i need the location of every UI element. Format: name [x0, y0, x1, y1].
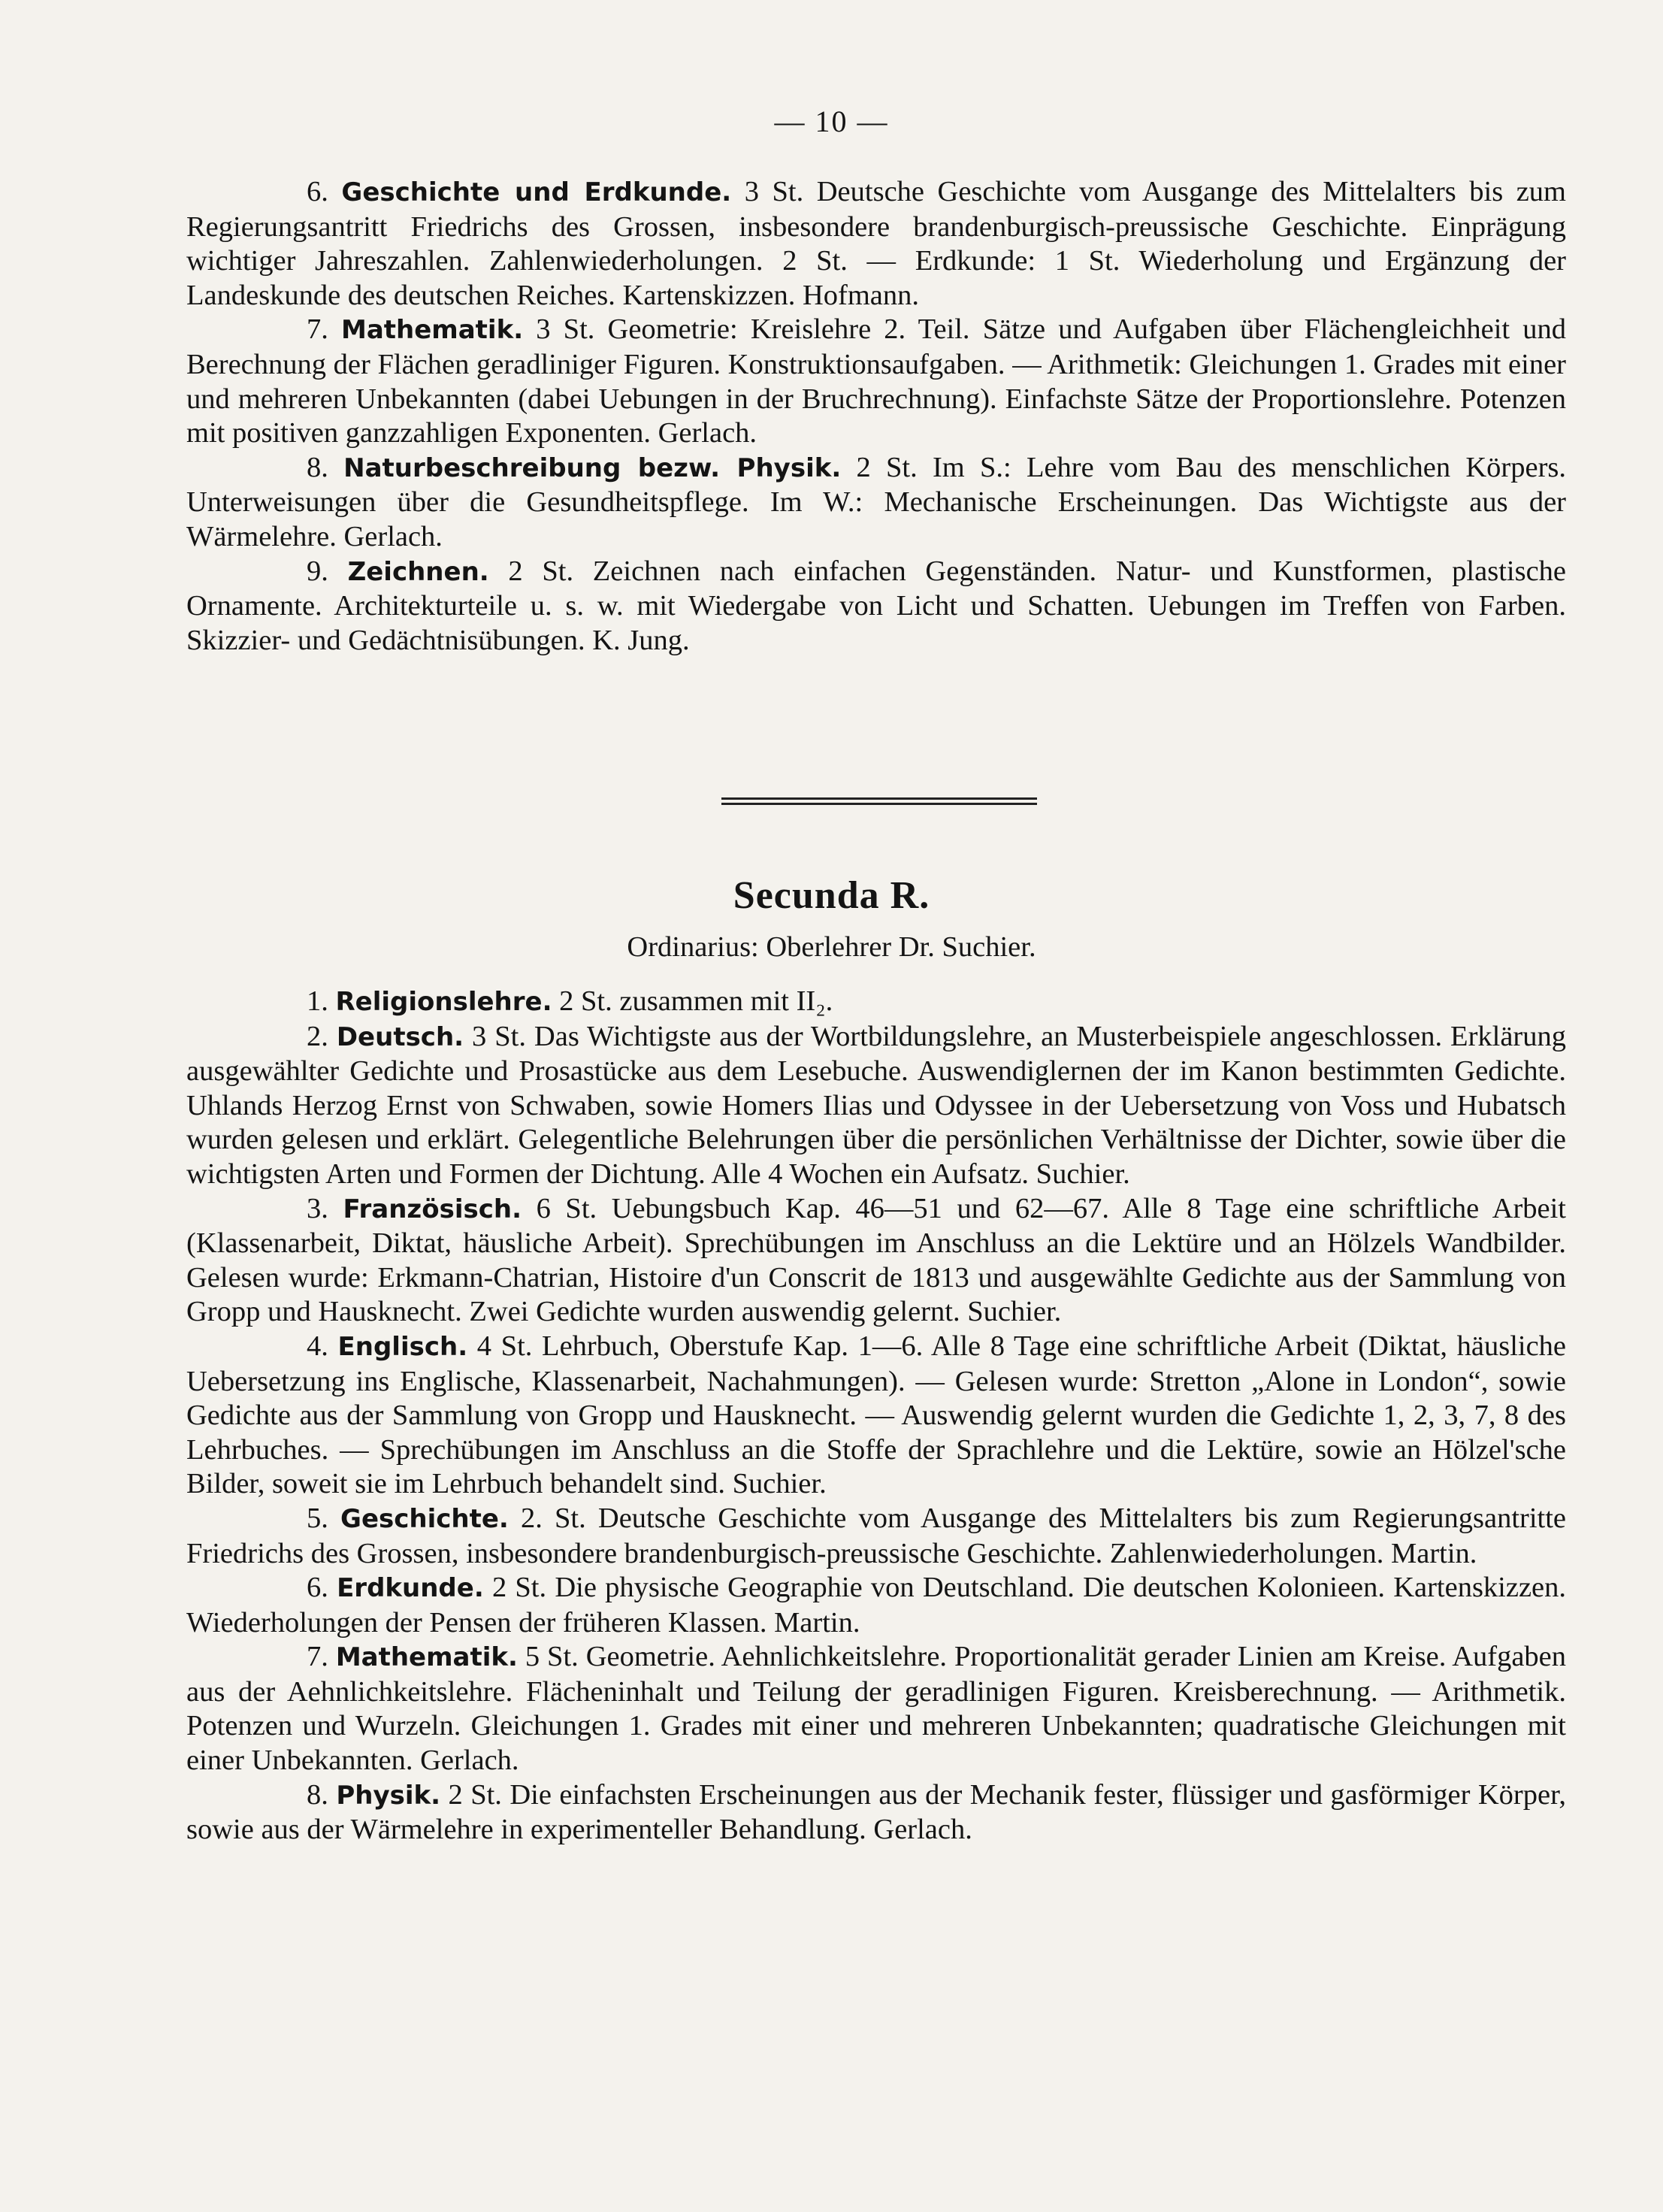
subject-number: 4.: [307, 1330, 328, 1362]
subject-paragraph: [186, 985, 1566, 1020]
subject-text: 4 St. Lehrbuch, Oberstufe Kap. 1—6. Alle 8 Tage eine schriftliche Arbeit (Diktat, häusliche Uebersetzung ins Englische, Klassenarbeit, Nachahmungen). — Gelesen wurde: Stretton „Alone in London“, sowie Gedichte aus der Sammlung von Gropp und Hausknecht. — Auswendig gelernt wurden die Gedichte 1, 2, 3, 7, 8 des Lehrbuches. — Sprechübungen im Anschluss an die Stoffe der Sprachlehre und die Lektüre, sowie an Hölzel'sche Bilder, soweit sie im Lehrbuch behandelt sind. Suchier.: [186, 1330, 1567, 1500]
subject-heading: Naturbeschreibung bezw. Physik.: [343, 452, 842, 483]
subject-paragraph: [186, 555, 1566, 658]
subject-text: 3 St. Das Wichtigste aus der Wortbildungslehre, an Musterbeispiele angeschlossen. Erklärung ausgewählter Gedichte und Prosastücke aus dem Lesebuche. Auswendiglernen der im Kanon bestimmten Gedichte. Uhlands Herzog Ernst von Schwaben, sowie Homers Ilias und Odyssee in der Uebersetzung von Voss und Hubatsch wurden gelesen und erklärt. Gelegentliche Belehrungen über die persönlichen Verhältnisse der Dichter, sowie über die wichtigsten Arten und Formen der Dichtung. Alle 4 Wochen ein Aufsatz. Suchier.: [186, 1020, 1567, 1190]
subject-number: 5.: [307, 1502, 328, 1534]
subject-text: 2 St. Die physische Geographie von Deutschland. Die deutschen Kolonieen. Kartenskizzen. Wiederholungen der Pensen der früheren Klassen. Martin.: [186, 1572, 1567, 1639]
subject-heading: Mathematik.: [335, 1642, 518, 1673]
subject-heading: Physik.: [336, 1780, 441, 1811]
subject-text: 3 St. Geometrie: Kreislehre 2. Teil. Sätze und Aufgaben über Flächengleichheit und Berechnung der Flächen geradliniger Figuren. Konstruktionsaufgaben. — Arithmetik: Gleichungen 1. Grades mit einer und mehreren Unbekannten (dabei Uebungen in der Bruchrechnung). Einfachste Sätze der Proportionslehre. Potenzen mit positiven ganzzahligen Exponenten. Gerlach.: [186, 313, 1566, 449]
section-previous-class: [186, 175, 1566, 658]
subject-text: 2 St. Im S.: Lehre vom Bau des menschlichen Körpers. Unterweisungen über die Gesundheitspflege. Im W.: Mechanische Erscheinungen. Das Wichtigste aus der Wärmelehre. Gerlach.: [186, 451, 1567, 552]
subject-paragraph: [186, 1330, 1566, 1502]
subject-text: 3 St. Deutsche Geschichte vom Ausgange des Mittelalters bis zum Regierungsantritt Friedrichs des Grossen, insbesondere brandenburgisch-preussische Geschichte. Einprägung wichtiger Jahreszahlen. Zahlenwiederholungen. 2 St. — Erdkunde: 1 St. Wiederholung und Ergänzung der Landeskunde des deutschen Reiches. Kartenskizzen. Hofmann.: [186, 176, 1567, 311]
subject-heading: Religionslehre.: [335, 987, 552, 1017]
section-divider: [721, 797, 1037, 800]
subject-paragraph: [186, 1192, 1566, 1330]
subject-text: 5 St. Geometrie. Aehnlichkeitslehre. Proportionalität gerader Linien am Kreise. Aufgaben aus der Aehnlichkeitslehre. Flächeninhalt und Teilung der geradlinigen Figuren. Kreisberechnung. — Arithmetik. Potenzen und Wurzeln. Gleichungen 1. Grades mit einer und mehreren Unbekannten; quadratische Gleichungen mit einer Unbekannten. Gerlach.: [186, 1641, 1567, 1777]
subject-paragraph: [186, 1020, 1566, 1192]
subject-heading: Mathematik.: [341, 315, 524, 346]
subject-text: 2. St. Deutsche Geschichte vom Ausgange des Mittelalters bis zum Regierungsantritte Friedrichs des Grossen, insbesondere brandenburgisch-preussische Geschichte. Zahlenwiederholungen. Martin.: [186, 1502, 1567, 1569]
section-divider: [721, 803, 1037, 805]
subject-heading: Geschichte und Erdkunde.: [341, 177, 732, 207]
subject-text: 6 St. Uebungsbuch Kap. 46—51 und 62—67. Alle 8 Tage eine schriftliche Arbeit (Klassenarbeit, Diktat, häusliche Arbeit). Sprechübungen im Anschluss an die Lektüre und an Hölzels Wandbilder. Gelesen wurde: Erkmann-Chatrian, Histoire d'un Conscrit de 1813 und ausgewählte Gedichte aus der Sammlung von Gropp und Hausknecht. Zwei Gedichte wurden auswendig gelernt. Suchier.: [186, 1192, 1567, 1328]
subject-heading: Englisch.: [337, 1331, 468, 1362]
subject-number: 1.: [307, 985, 328, 1017]
subject-paragraph: [186, 1502, 1566, 1571]
subject-paragraph: [186, 1571, 1566, 1640]
subject-heading: Geschichte.: [340, 1503, 509, 1534]
subject-number: 9.: [307, 555, 328, 587]
subject-paragraph: [186, 313, 1566, 450]
subject-number: 2.: [307, 1020, 328, 1052]
subject-heading: Zeichnen.: [347, 556, 489, 587]
subject-number: 7.: [307, 313, 328, 346]
section-secunda-r: [186, 985, 1566, 1847]
subject-text: 2 St. zusammen mit II₂.: [559, 985, 833, 1017]
subject-text: 2 St. Zeichnen nach einfachen Gegenständen. Natur- und Kunstformen, plastische Ornamente. Architekturteile u. s. w. mit Wiedergabe von Licht und Schatten. Uebungen im Treffen von Farben. Skizzier- und Gedächtnisübungen. K. Jung.: [186, 555, 1567, 656]
subject-number: 6.: [307, 176, 328, 207]
subject-heading: Erdkunde.: [337, 1573, 484, 1604]
subject-paragraph: [186, 451, 1566, 555]
subject-paragraph: [186, 1640, 1566, 1778]
subject-number: 8.: [307, 451, 328, 483]
subject-paragraph: [186, 175, 1566, 313]
subject-number: 6.: [307, 1572, 328, 1604]
class-ordinarius: Ordinarius: Oberlehrer Dr. Suchier.: [627, 931, 1036, 963]
page-number: — 10 —: [774, 104, 889, 138]
subject-paragraph: [186, 1778, 1566, 1847]
subject-text: 2 St. Die einfachsten Erscheinungen aus der Mechanik fester, flüssiger und gasförmiger Körper, sowie aus der Wärmelehre in experimenteller Behandlung. Gerlach.: [186, 1778, 1566, 1846]
subject-number: 3.: [307, 1192, 328, 1224]
class-title: Secunda R.: [733, 874, 930, 917]
subject-heading: Französisch.: [343, 1194, 522, 1224]
subject-number: 8.: [307, 1778, 328, 1811]
subject-heading: Deutsch.: [336, 1021, 464, 1052]
subject-number: 7.: [307, 1641, 328, 1673]
